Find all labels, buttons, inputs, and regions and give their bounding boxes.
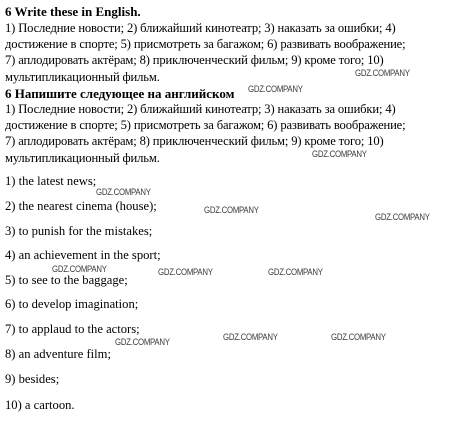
answer-item: 5) to see to the baggage; [5, 273, 128, 287]
answer-item: 3) to punish for the mistakes; [5, 224, 153, 238]
watermark: GDZ.COMPANY [375, 212, 430, 223]
exercise-heading-english: 6 Write these in English. [5, 4, 141, 19]
watermark: GDZ.COMPANY [223, 332, 278, 343]
watermark: GDZ.COMPANY [355, 68, 410, 79]
watermark: GDZ.COMPANY [331, 332, 386, 343]
exercise-text-2 [5, 101, 461, 166]
answer-item: 2) the nearest cinema (house); [5, 199, 157, 213]
watermark: GDZ.COMPANY [312, 149, 367, 160]
answer-item: 10) a cartoon. [5, 398, 75, 412]
watermark: GDZ.COMPANY [268, 267, 323, 278]
watermark: GDZ.COMPANY [52, 264, 107, 275]
answer-item: 1) the latest news; [5, 174, 97, 188]
text-line: мультипликационный фильм. [5, 69, 160, 84]
text-line: 7) аплодировать актёрам; 8) приключенческий фильм; 9) кроме того; 10) [5, 53, 384, 68]
answer-item: 4) an achievement in the sport; [5, 248, 161, 262]
watermark: GDZ.COMPANY [204, 205, 259, 216]
answer-item: 7) to applaud to the actors; [5, 322, 140, 336]
answer-item: 8) an adventure film; [5, 347, 111, 361]
exercise-heading-russian: 6 Напишите следующее на английском [5, 86, 235, 101]
answer-item: 9) besides; [5, 372, 60, 386]
watermark: GDZ.COMPANY [115, 337, 170, 348]
text-line: 1) Последние новости; 2) ближайший кинотеатр; 3) наказать за ошибки; 4) [5, 102, 396, 116]
answer-item: 6) to develop imagination; [5, 297, 139, 311]
text-line: 7) аплодировать актёрам; 8) приключенческий фильм; 9) кроме того; 10) [5, 134, 384, 149]
text-line: мультипликационный фильм. [5, 150, 160, 165]
watermark: GDZ.COMPANY [96, 187, 151, 198]
watermark: GDZ.COMPANY [158, 267, 213, 278]
text-line: достижение в спорте; 5) присмотреть за багажом; 6) развивать воображение; [5, 37, 406, 52]
watermark: GDZ.COMPANY [248, 84, 303, 95]
text-line: достижение в спорте; 5) присмотреть за багажом; 6) развивать воображение; [5, 118, 406, 133]
text-line: 1) Последние новости; 2) ближайший кинотеатр; 3) наказать за ошибки; 4) [5, 21, 396, 35]
